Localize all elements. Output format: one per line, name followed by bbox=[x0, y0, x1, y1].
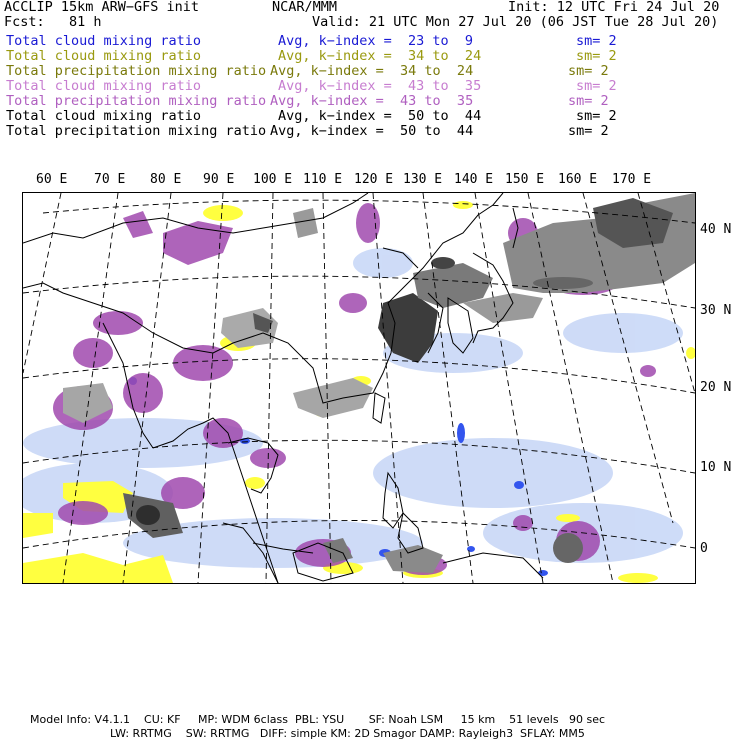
legend-avg: Avg, k−index = 43 to 35 bbox=[270, 93, 474, 109]
legend-avg: Avg, k−index = 34 to 24 bbox=[270, 63, 474, 79]
legend-field: Total precipitation mixing ratio bbox=[6, 123, 267, 139]
lon-label: 130 E bbox=[403, 172, 443, 187]
legend-sm: sm= 2 bbox=[576, 48, 617, 64]
lon-label: 90 E bbox=[203, 172, 235, 187]
legend-field: Total cloud mixing ratio bbox=[6, 108, 202, 124]
organization-label: NCAR/MMM bbox=[272, 0, 338, 15]
model-info-line-2: LW: RRTMG SW: RRTMG DIFF: simple KM: 2D Smagor DAMP: Rayleigh3 SFLAY: MM5 bbox=[110, 727, 585, 740]
legend-sm: sm= 2 bbox=[568, 63, 609, 79]
legend-avg: Avg, k−index = 43 to 35 bbox=[278, 78, 482, 94]
lon-label: 170 E bbox=[612, 172, 652, 187]
legend-sm: sm= 2 bbox=[576, 78, 617, 94]
lat-label: 30 N bbox=[700, 303, 732, 318]
legend-row bbox=[6, 79, 201, 94]
legend-field: Total cloud mixing ratio bbox=[6, 33, 202, 49]
init-time: Init: 12 UTC Fri 24 Jul 20 bbox=[508, 0, 720, 15]
legend-avg: Avg, k−index = 50 to 44 bbox=[270, 123, 474, 139]
legend-row bbox=[6, 109, 201, 124]
legend-row bbox=[6, 49, 201, 64]
legend-sm: sm= 2 bbox=[568, 93, 609, 109]
map-canvas bbox=[23, 193, 695, 583]
legend-sm: sm= 2 bbox=[576, 33, 617, 49]
legend-row bbox=[6, 94, 266, 109]
valid-time: Valid: 21 UTC Mon 27 Jul 20 (06 JST Tue 28 Jul 20) bbox=[312, 14, 719, 30]
lon-label: 70 E bbox=[94, 172, 126, 187]
forecast-hour: Fcst: 81 h bbox=[4, 14, 102, 30]
lon-label: 120 E bbox=[354, 172, 394, 187]
legend-avg: Avg, k−index = 23 to 9 bbox=[278, 33, 474, 49]
legend-sm: sm= 2 bbox=[576, 108, 617, 124]
run-title: ACCLIP 15km ARW−GFS init bbox=[4, 0, 200, 15]
legend-field: Total precipitation mixing ratio bbox=[6, 93, 267, 109]
legend-avg: Avg, k−index = 50 to 44 bbox=[278, 108, 482, 124]
legend-row bbox=[6, 34, 201, 49]
model-info-line-1: Model Info: V4.1.1 CU: KF MP: WDM 6class PBL: YSU SF: Noah LSM 15 km 51 levels 90 sec bbox=[30, 713, 606, 726]
lon-label: 60 E bbox=[36, 172, 68, 187]
lon-label: 110 E bbox=[303, 172, 343, 187]
lon-label: 160 E bbox=[558, 172, 598, 187]
legend-row bbox=[6, 124, 266, 139]
lat-label: 10 N bbox=[700, 460, 732, 475]
lat-label: 40 N bbox=[700, 222, 732, 237]
legend-field: Total precipitation mixing ratio bbox=[6, 63, 267, 79]
lat-label: 20 N bbox=[700, 380, 732, 395]
legend-field: Total cloud mixing ratio bbox=[6, 48, 202, 64]
legend-sm: sm= 2 bbox=[568, 123, 609, 139]
legend-row bbox=[6, 64, 266, 79]
lon-label: 80 E bbox=[150, 172, 182, 187]
cloud-mixing-ratio-map bbox=[22, 192, 696, 584]
lon-label: 150 E bbox=[505, 172, 545, 187]
lon-label: 140 E bbox=[454, 172, 494, 187]
legend-avg: Avg, k−index = 34 to 24 bbox=[278, 48, 482, 64]
lon-label: 100 E bbox=[253, 172, 293, 187]
legend-field: Total cloud mixing ratio bbox=[6, 78, 202, 94]
lat-label: 0 bbox=[700, 541, 708, 556]
